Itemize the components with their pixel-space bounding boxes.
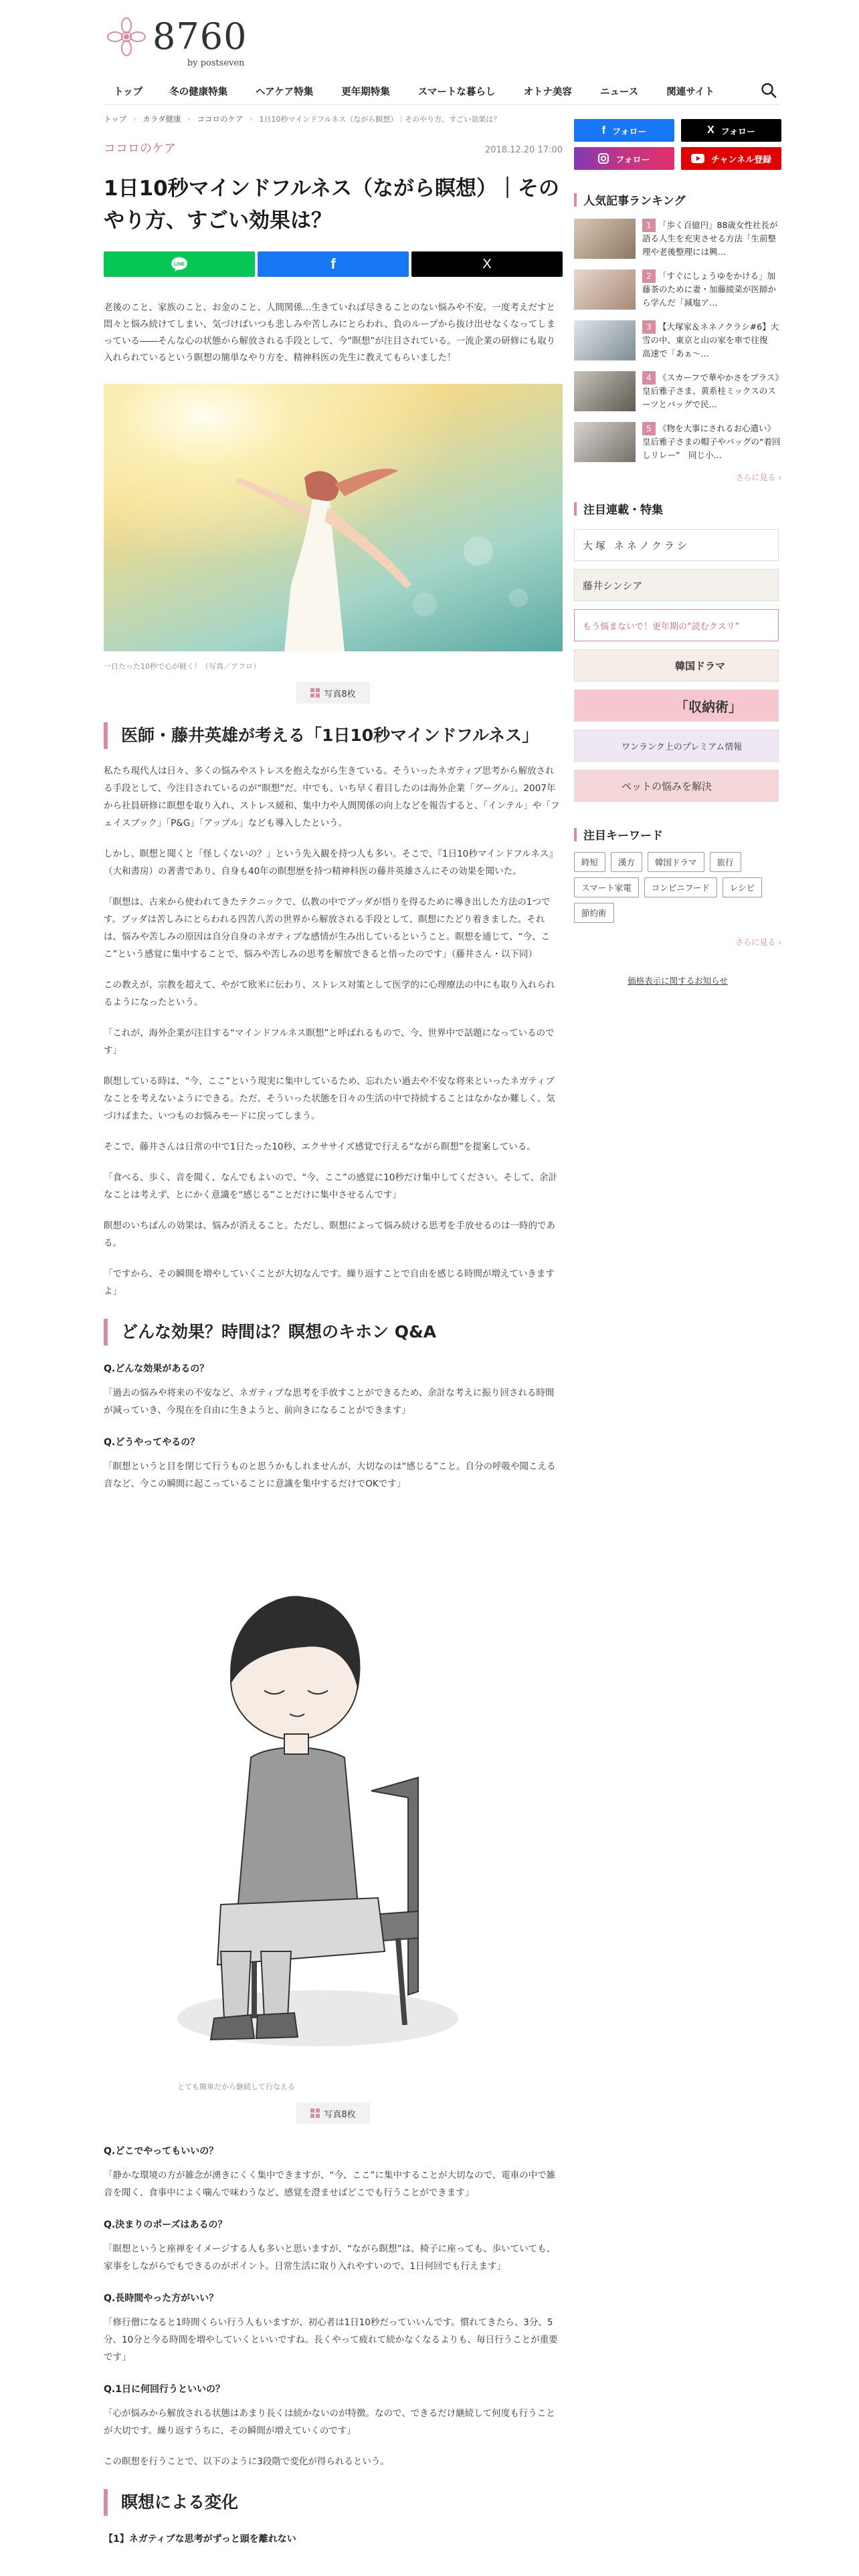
site-header bbox=[0, 0, 859, 98]
paragraph: 瞑想している時は、“今、ここ”という現実に集中しているため、忘れたい過去や不安な将来といったネガティブなことを考えないようにできる。ただ、そういった状態を日々の生活の中で持続することはなかなか難しく、気づけばまた、いつものお悩みモードに戻ってしまう。 bbox=[104, 1076, 555, 1121]
share-x-button[interactable] bbox=[411, 251, 563, 277]
follow-youtube-button[interactable] bbox=[681, 147, 781, 170]
flower-logo-icon bbox=[106, 16, 147, 58]
paragraph: 「これが、海外企業が注目する“マインドフルネス瞑想”と呼ばれるもので、今、世界中で話題になっているのです」 bbox=[104, 1028, 555, 1056]
qa-answer: 「静かな環境の方が雑念が湧きにくく集中できますが、“今、ここ”に集中することが大切なので、電車の中で雑音を聞く、食事中によく噛んで味わうなど、感覚を澄ませばどこでも行うことができます」 bbox=[104, 2170, 556, 2198]
keyword-tag[interactable]: レシピ bbox=[723, 877, 762, 897]
paragraph: この教えが、宗教を超えて、やがて欧米に伝わり、ストレス対策として医学的に心理療法の中にも取り入れられるようになったという。 bbox=[104, 980, 555, 1008]
meditation-illustration[interactable] bbox=[104, 1510, 563, 2078]
facebook-icon: f bbox=[330, 255, 336, 272]
section-heading: どんな効果？時間は？瞑想のキホン Q&A bbox=[104, 1319, 563, 1346]
ranking-number: 2 bbox=[642, 270, 656, 283]
ranking-number: 5 bbox=[642, 422, 656, 435]
paragraph: 瞑想のいちばんの効果は、悩みが消えること。ただし、瞑想によって悩み続ける思考を手放せるのは一時的である。 bbox=[104, 1220, 555, 1249]
ranking-thumbnail bbox=[574, 320, 636, 360]
breadcrumb-current: 1日10秒マインドフルネス（ながら瞑想）｜そのやり方、すごい効果は？ bbox=[259, 115, 501, 124]
keyword-tag[interactable]: 韓国ドラマ bbox=[648, 852, 704, 872]
breadcrumb: トップ › カラダ健康 › ココロのケア › 1日10秒マインドフルネス（ながら瞑想）｜そのやり方、すごい効果は？ bbox=[104, 114, 501, 124]
grid-icon bbox=[310, 688, 320, 697]
section-heading: 瞑想による変化 bbox=[104, 2489, 563, 2516]
ranking-thumbnail bbox=[574, 219, 636, 259]
hero-caption: 一日たった10秒で心が軽く！（写真／アフロ） bbox=[104, 662, 260, 671]
series-banner[interactable]: 「収納術」 bbox=[574, 689, 779, 722]
series-banner[interactable]: 大塚 ネネノクラシ bbox=[574, 529, 779, 561]
price-notice-link[interactable]: 価格表示に関するお知らせ bbox=[628, 976, 728, 986]
logo-subtitle: by postseven bbox=[187, 58, 245, 68]
qa-answer: 「瞑想というと目を閉じて行うものと思うかもしれませんが、大切なのは“感じる”こと。自分の呼吸や聞こえる音など、今この瞬間に起こっていることに意識を集中するだけでOKです」 bbox=[104, 1461, 556, 1489]
ranking-heading: 人気記事ランキング bbox=[574, 191, 781, 208]
qa-answer: 「心が悩みから解放される状態はあまり長くは続かないのが特徴。なので、できるだけ継続して何度も行うことが大切です。繰り返すうちに、その瞬間が増えていくのです」 bbox=[104, 2408, 555, 2436]
photo-gallery-button[interactable] bbox=[296, 682, 370, 704]
photo-gallery-button[interactable] bbox=[296, 2103, 370, 2124]
illustration-caption: とても簡単だから継続して行なえる bbox=[177, 2082, 295, 2091]
keyword-tag[interactable]: 節約術 bbox=[574, 903, 614, 923]
series-banner[interactable]: ワンランク上のプレミアム情報 bbox=[574, 730, 779, 762]
qa-question: Q.どうやってやるの？ bbox=[104, 1437, 200, 1448]
series-banner[interactable]: もう悩まないで！更年期の“読むクスリ” bbox=[574, 609, 779, 641]
series-banner[interactable]: 藤井シンシア bbox=[574, 569, 779, 601]
paragraph: しかし、瞑想と聞くと「怪しくないの？」という先入観を持つ人も多い。そこで、『1日10秒マインドフルネス』（大和書房）の著書であり、自身も40年の瞑想歴を持つ精神科医の藤井英雄さんにその効果を聞いた。 bbox=[104, 849, 558, 877]
ranking-thumbnail bbox=[574, 371, 636, 411]
keyword-tag[interactable]: 漢方 bbox=[611, 852, 642, 872]
keyword-tag[interactable]: 時短 bbox=[574, 852, 605, 872]
nav-item-smart-life[interactable]: スマートな暮らし bbox=[417, 86, 496, 98]
series-banner[interactable]: ペットの悩みを解決 bbox=[574, 770, 779, 802]
ranking-item[interactable] bbox=[574, 422, 781, 462]
qa-question: Q.1日に何回行うといいの？ bbox=[104, 2384, 225, 2395]
ranking-title: 【大塚家＆ネネノクラシ#6】大雪の中、東京と山の家を車で往復 高速で「あぁ～… bbox=[642, 322, 779, 358]
share-facebook-button[interactable] bbox=[258, 251, 409, 277]
share-bar bbox=[104, 251, 563, 277]
series-banner[interactable]: 韓国ドラマ bbox=[574, 649, 779, 681]
keywords-more-link[interactable]: さらに見る › bbox=[735, 938, 781, 947]
facebook-icon: f bbox=[601, 124, 606, 136]
photo-gallery-label: 写真8枚 bbox=[324, 689, 356, 700]
follow-label: チャンネル登録 bbox=[710, 154, 772, 165]
keywords-heading: 注目キーワード bbox=[574, 826, 781, 843]
paragraph: この瞑想を行うことで、以下のように3段階で変化が得られるという。 bbox=[104, 2456, 389, 2467]
grid-icon bbox=[310, 2109, 320, 2118]
qa-answer: 「修行僧になると1時間くらい行う人もいますが、初心者は1日10秒だっていいんです。慣れてきたら、3分、5分、10分と今る時間を増やしていくといいですね。長くやって疲れて続かなくなるよりも、毎日行うことが重要です」 bbox=[104, 2317, 558, 2363]
article-date: 2018.12.20 17:00 bbox=[484, 145, 563, 155]
nav-item-haircare[interactable]: ヘアケア特集 bbox=[256, 86, 314, 98]
series-heading: 注目連載・特集 bbox=[574, 500, 781, 517]
share-line-button[interactable] bbox=[104, 251, 255, 277]
ranking-thumbnail bbox=[574, 270, 636, 310]
follow-x-button[interactable] bbox=[681, 119, 781, 142]
keyword-tag[interactable]: スマート家電 bbox=[574, 877, 639, 897]
ranking-title: 《スカーフで華やかさをプラス》皇后雅子さま、黄系柱ミックスのスーツとバッグで民… bbox=[642, 372, 779, 409]
qa-question: Q.長時間やった方がいい？ bbox=[104, 2293, 219, 2304]
sidebar bbox=[574, 119, 781, 986]
nav-item-news[interactable]: ニュース bbox=[599, 86, 639, 98]
follow-facebook-button[interactable] bbox=[574, 119, 674, 142]
logo-number: 8760 bbox=[153, 15, 248, 58]
paragraph: 「食べる、歩く、音を聞く、なんでもよいので、“今、ここ”の感覚に10秒だけ集中してください。そして、余計なことは考えず、とにかく意識を“感じる”ことだけに集中させるんです」 bbox=[104, 1172, 558, 1200]
qa-answer: 「過去の悩みや将来の不安など、ネガティブな思考を手放すことができるため、余計な考えに振り回される時間が減っていき、今現在を自由に生きようと、前向きになることができます」 bbox=[104, 1388, 555, 1416]
breadcrumb-item[interactable]: ココロのケア bbox=[197, 114, 244, 124]
ranking-number: 4 bbox=[642, 371, 656, 385]
article-lead: 老後のこと、家族のこと、お金のこと、人間関係…生きていれば尽きることのない悩みや不安。一度考えだすと悶々と悩み続けてしまい、気づけばいつも悲しみや苦しみにとらわれ、負のループから抜け出せなくなってしまっている――そんな心の状態から解放される手段として、今“瞑想”が注目されている。一流企業の研修にも取り入れられているという瞑想の簡単なやり方を、精神科医の先生に教えてもらいました！ bbox=[104, 302, 556, 363]
article-main bbox=[104, 114, 563, 2545]
ranking-item[interactable] bbox=[574, 219, 781, 259]
article-category[interactable]: ココロのケア bbox=[104, 142, 176, 156]
nav-item-related-sites[interactable]: 関連サイト bbox=[666, 86, 714, 98]
paragraph: 私たち現代人は日々、多くの悩みやストレスを抱えながら生きている。そういったネガティブ思考から解放される手段として、今注目されているのが“瞑想”だ。中でも、いち早く着目したのは海外企業「グーグル」。2007年から社員研修に瞑想を取り入れ、ストレス緩和、集中力や人間関係の向上などを報告すると、「インテル」や「フェイスブック」「P&G」「アップル」なども導入したという。 bbox=[104, 766, 560, 829]
article-title: 1日10秒マインドフルネス（ながら瞑想）｜そのやり方、すごい効果は？ bbox=[104, 177, 559, 233]
paragraph: 「瞑想は、古来から使われてきたテクニックで、仏教の中でブッダが悟りを得るために導き出した方法の1つです。ブッダは苦しみにとらわれる四苦八苦の世界から解放される手段として、瞑想にたどり着きました。それは、悩みや苦しみの原因は自分自身のネガティブな感情が生み出しているということ。瞑想を通じて、“今、ここ”という感覚に集中することで、悩みや苦しみの思考を解放できると悟ったのです」（藤井さん・以下同） bbox=[104, 897, 551, 960]
keyword-tag[interactable]: コンビニフード bbox=[644, 877, 717, 897]
hero-image[interactable] bbox=[104, 384, 563, 651]
ranking-thumbnail bbox=[574, 422, 636, 462]
site-logo[interactable] bbox=[106, 15, 248, 68]
qa-answer: 「瞑想というと座禅をイメージする人も多いと思いますが、“ながら瞑想”は、椅子に座っても、歩いていても、家事をしながらでもできるのがポイント。日常生活に取り入れやすいので、1日何回でも行えます」 bbox=[104, 2244, 556, 2272]
ranking-more-link[interactable]: さらに見る › bbox=[735, 473, 781, 482]
qa-question: Q.どんな効果があるの？ bbox=[104, 1364, 209, 1374]
nav-item-top[interactable]: トップ bbox=[114, 86, 143, 98]
ranking-item[interactable] bbox=[574, 270, 781, 310]
follow-label: フォロー bbox=[721, 126, 756, 137]
ranking-item[interactable] bbox=[574, 371, 781, 411]
nav-item-beauty[interactable]: オトナ美容 bbox=[523, 86, 572, 98]
ranking-title: 《物を大事にされるお心遣い》皇后雅子さまの帽子やバッグの“着回しリレー” 同じ小… bbox=[642, 423, 781, 460]
ranking-number: 1 bbox=[642, 219, 656, 232]
nav-item-winter-health[interactable]: 冬の健康特集 bbox=[169, 86, 228, 98]
paragraph: 「ですから、その瞬間を増やしていくことが大切なんです。繰り返すことで自由を感じる時間が増えていきますよ」 bbox=[104, 1269, 555, 1297]
follow-instagram-button[interactable] bbox=[574, 147, 674, 170]
ranking-title: 「すぐにしょうゆをかける」加藤茶のために妻・加藤綾菜が医師から学んだ「減塩ア… bbox=[642, 271, 777, 308]
ranking-number: 3 bbox=[642, 320, 656, 334]
follow-buttons bbox=[574, 119, 781, 170]
youtube-icon bbox=[691, 154, 704, 163]
share-line-label: LINE bbox=[174, 262, 185, 267]
nav-divider bbox=[106, 104, 780, 105]
sub-heading: 【1】ネガティブな思考がずっと頭を離れない bbox=[104, 2534, 296, 2545]
photo-gallery-label: 写真8枚 bbox=[324, 2109, 356, 2120]
follow-label: フォロー bbox=[612, 126, 647, 137]
keyword-tag[interactable]: 旅行 bbox=[710, 852, 741, 872]
x-icon: X bbox=[482, 256, 492, 272]
qa-question: Q.決まりのポーズはあるの？ bbox=[104, 2220, 227, 2230]
breadcrumb-item[interactable]: トップ bbox=[104, 114, 127, 124]
section-heading: 医師・藤井英雄が考える「1日10秒マインドフルネス」 bbox=[104, 722, 563, 749]
ranking-title: 「歩く百億円」88歳女性社長が語る人生を充実させる方法「生前整理や老後整理には興… bbox=[642, 220, 778, 257]
x-icon: X bbox=[706, 124, 714, 136]
breadcrumb-item[interactable]: カラダ健康 bbox=[142, 114, 181, 124]
global-nav bbox=[106, 79, 780, 103]
ranking-item[interactable] bbox=[574, 320, 781, 360]
line-icon bbox=[170, 256, 189, 272]
qa-question: Q.どこでやってもいいの？ bbox=[104, 2146, 219, 2157]
search-icon[interactable] bbox=[760, 82, 777, 99]
keyword-list bbox=[574, 852, 781, 923]
follow-label: フォロー bbox=[615, 154, 650, 165]
paragraph: そこで、藤井さんは日常の中で1日たった10秒、エクササイズ感覚で行える“ながら瞑想”を提案している。 bbox=[104, 1142, 536, 1152]
instagram-icon bbox=[598, 153, 609, 164]
nav-item-menopause[interactable]: 更年期特集 bbox=[341, 86, 390, 98]
